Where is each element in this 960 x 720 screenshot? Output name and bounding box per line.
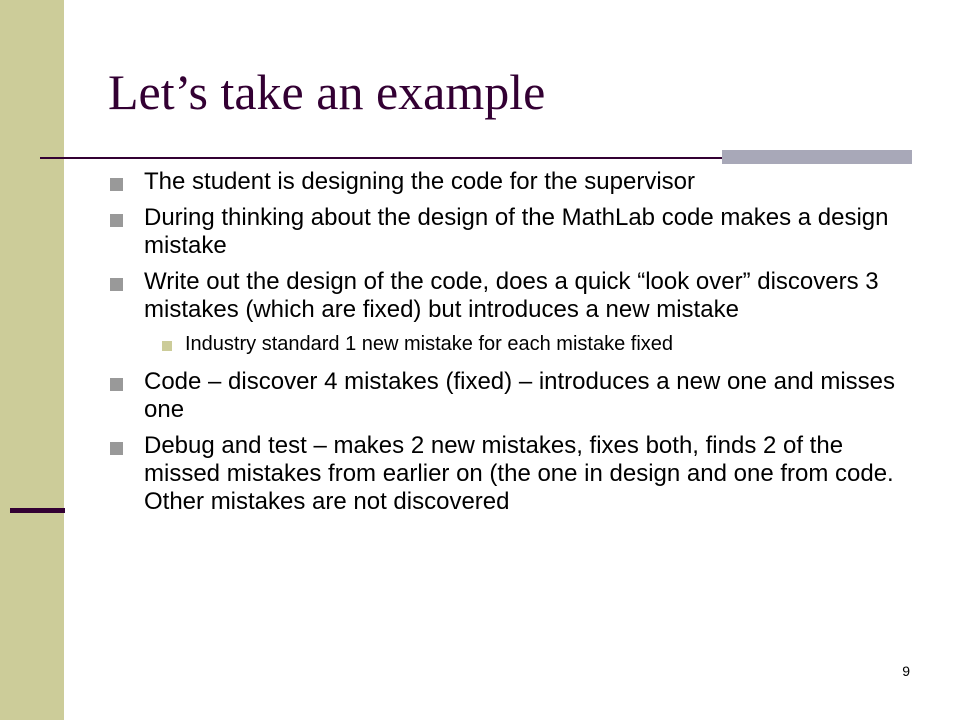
sub-bullet-item: Industry standard 1 new mistake for each mistake fixed xyxy=(106,331,916,357)
left-decorative-bar xyxy=(0,0,64,720)
bullet-item: Code – discover 4 mistakes (fixed) – introduces a new one and misses one xyxy=(106,368,916,424)
slide-page-number: 9 xyxy=(902,663,910,679)
bullet-item: Write out the design of the code, does a quick “look over” discovers 3 mistakes (which are fixed) but introduces a new mistake xyxy=(106,268,916,324)
left-bar-accent-line xyxy=(10,508,65,513)
bullet-item: During thinking about the design of the MathLab code makes a design mistake xyxy=(106,204,916,260)
title-rule-accent-block xyxy=(722,150,912,164)
slide-title: Let’s take an example xyxy=(108,64,546,120)
bullet-item: The student is designing the code for the supervisor xyxy=(106,168,916,196)
bullet-list xyxy=(106,168,916,524)
bullet-item: Debug and test – makes 2 new mistakes, fixes both, finds 2 of the missed mistakes from earlier on (the one in design and one from code. Other mistakes are not discovered xyxy=(106,432,916,516)
